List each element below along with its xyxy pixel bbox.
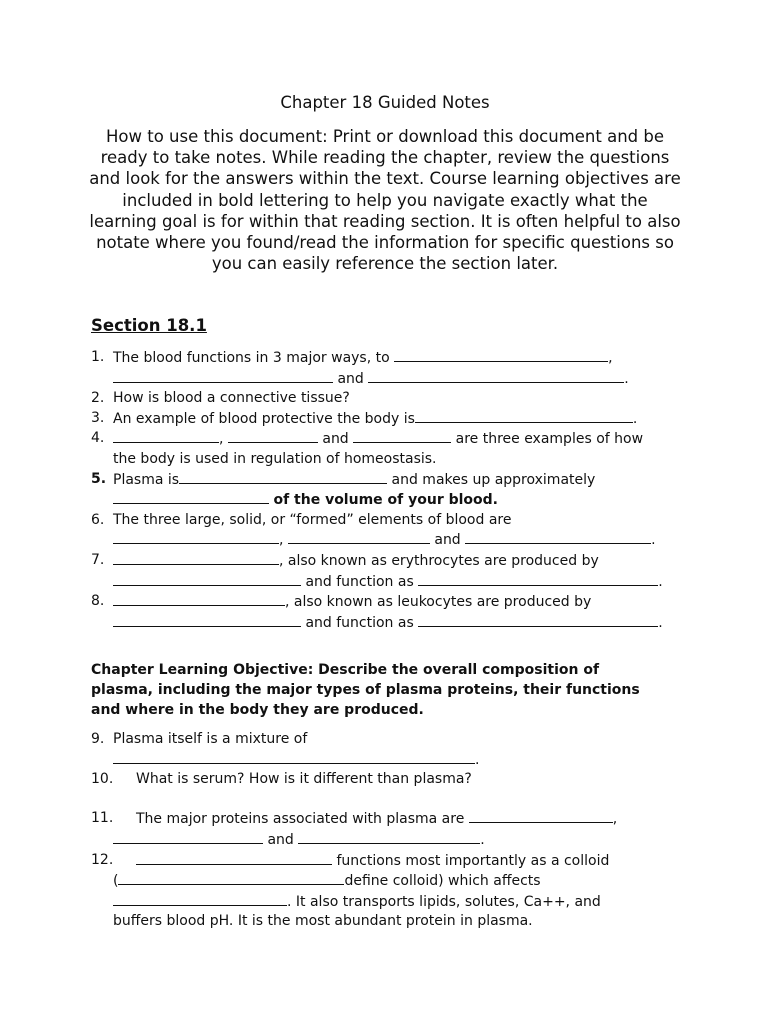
question-number: 10. xyxy=(91,771,114,788)
answer-blank[interactable] xyxy=(113,490,269,504)
answer-blank[interactable] xyxy=(288,530,430,544)
answer-blank[interactable] xyxy=(113,892,287,906)
question-3: 3. An example of blood protective the body is . xyxy=(91,409,638,427)
answer-blank[interactable] xyxy=(394,348,608,362)
answer-blank[interactable] xyxy=(136,851,332,865)
question-10: 10. What is serum? How is it different than plasma? xyxy=(91,770,691,790)
question-number: 12. xyxy=(91,851,114,868)
question-number: 4. xyxy=(91,430,105,447)
answer-blank[interactable] xyxy=(469,809,613,823)
answer-blank[interactable] xyxy=(179,470,387,484)
learning-objective: Chapter Learning Objective: Describe the overall composition of plasma, including the major types of plasma proteins, their functions and where in the body they are produced. xyxy=(91,662,640,718)
instructions-paragraph: How to use this document: Print or download this document and be ready to take notes. While reading the chapter, review the questions and look for the answers within the text. Course learning objectives are included in bold lettering to help you navigate exactly what the learning goal is for within that reading section. It is often helpful to also notate where you found/read the information for specific questions so you can easily reference the section later. xyxy=(89,127,681,274)
question-number: 11. xyxy=(91,810,114,827)
answer-blank[interactable] xyxy=(113,750,475,764)
answer-blank[interactable] xyxy=(113,592,285,606)
question-9: 9. Plasma itself is a mixture of . xyxy=(91,731,480,768)
question-number: 8. xyxy=(91,593,105,610)
question-number: 5. xyxy=(91,470,107,487)
question-2: 2. How is blood a connective tissue? xyxy=(91,389,691,409)
answer-blank[interactable] xyxy=(113,613,301,627)
answer-blank[interactable] xyxy=(418,572,658,586)
answer-blank[interactable] xyxy=(298,830,480,844)
question-number: 3. xyxy=(91,409,105,426)
answer-blank[interactable] xyxy=(228,429,318,443)
question-5: 5. Plasma is and makes up approximately of the volume of your blood. xyxy=(91,470,596,509)
answer-blank[interactable] xyxy=(118,871,344,885)
question-12: 12. functions most importantly as a colloid ( define colloid) which affects . It also transports lipids, solutes, Ca++, and buffers blood pH. It is the most abundant protein in plasma. xyxy=(91,851,610,930)
question-11: 11. The major proteins associated with plasma are , and . xyxy=(91,810,618,848)
answer-blank[interactable] xyxy=(113,572,301,586)
answer-blank[interactable] xyxy=(418,613,658,627)
answer-blank[interactable] xyxy=(113,830,263,844)
question-number: 2. xyxy=(91,390,105,407)
answer-blank[interactable] xyxy=(113,369,333,383)
question-list-section-18-1 xyxy=(91,348,691,633)
answer-blank[interactable] xyxy=(353,429,451,443)
answer-blank[interactable] xyxy=(415,409,633,423)
question-8: 8. , also known as leukocytes are produced by and function as . xyxy=(91,593,663,631)
question-number: 7. xyxy=(91,551,105,568)
question-number: 9. xyxy=(91,731,105,747)
spacer xyxy=(91,790,691,810)
section-heading: Section 18.1 xyxy=(91,316,207,335)
question-1: 1. The blood functions in 3 major ways, to , and . xyxy=(91,349,629,387)
answer-blank[interactable] xyxy=(368,369,624,383)
question-list-plasma xyxy=(91,730,691,932)
answer-blank[interactable] xyxy=(465,530,651,544)
document-title: Chapter 18 Guided Notes xyxy=(280,93,490,112)
question-4: 4. , and are three examples of how the body is used in regulation of homeostasis. xyxy=(91,430,644,467)
question-number: 6. xyxy=(91,511,105,528)
question-7: 7. , also known as erythrocytes are produced by and function as . xyxy=(91,551,663,590)
answer-blank[interactable] xyxy=(113,429,219,443)
question-6: 6. The three large, solid, or “formed” elements of blood are , and . xyxy=(91,511,656,549)
answer-blank[interactable] xyxy=(113,551,279,565)
question-number: 1. xyxy=(91,349,105,365)
answer-blank[interactable] xyxy=(113,530,279,544)
